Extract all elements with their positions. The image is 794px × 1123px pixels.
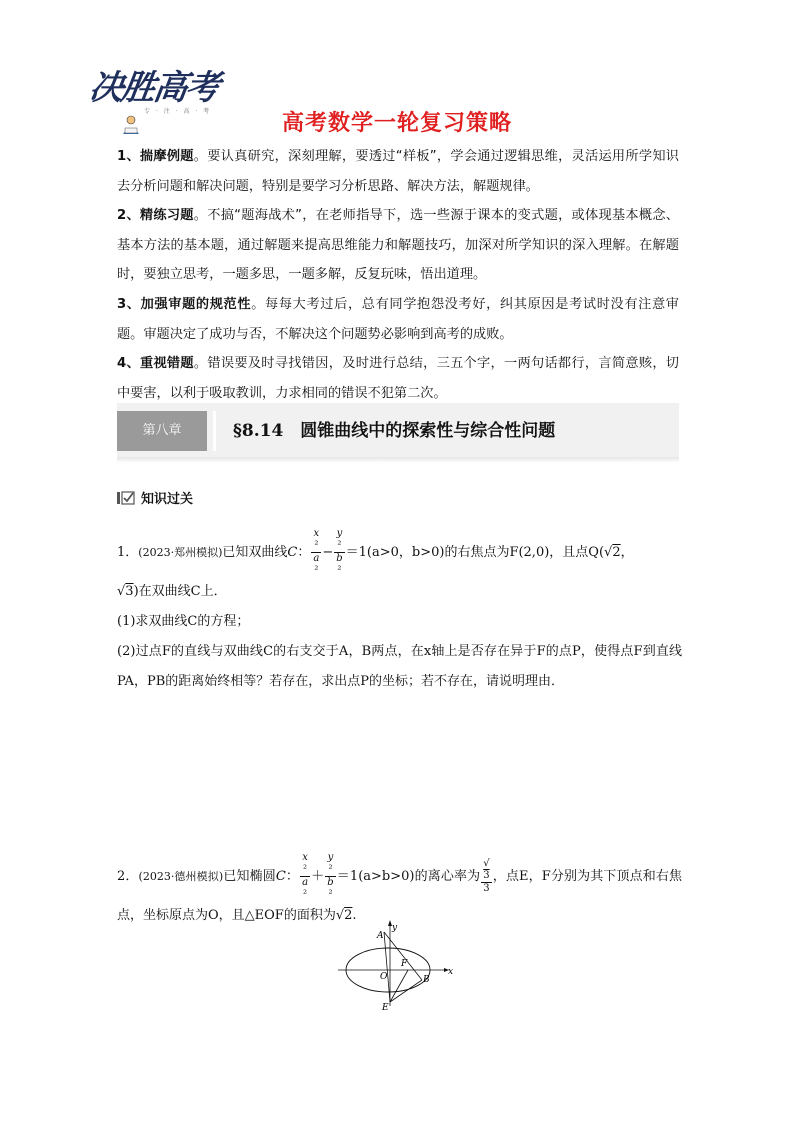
strategy-list (117, 142, 679, 408)
strategy-item: 3、加强审题的规范性。每每大考过后，总有同学抱怨没考好，纠其原因是考试时没有注意审题。审题决定了成功与否，不解决这个问题势必影响到高考的成败。 (117, 296, 679, 342)
label-f: F (401, 959, 408, 969)
line-eb (390, 980, 422, 1002)
chapter-title: §8.14 圆锥曲线中的探索性与综合性问题 (233, 421, 556, 441)
strategy-item: 4、重视错题。错误要及时寻找错因，及时进行总结，三五个字，一两句话都行，言简意赅，切中要害，以利于吸取教训，力求相同的错误不犯第二次。 (117, 356, 679, 401)
line-ef (390, 970, 408, 1002)
page-title: 高考数学一轮复习策略 (281, 111, 512, 136)
strategy-item: 2、精练习题。不搞“题海战术”，在老师指导下，选一些源于课本的变式题，或体现基本概念、基本方法的基本题，通过解题来提高思维能力和解题技巧，加深对所学知识的深入理解。在解题时，要独立思考，一题多思，一题多解，反复玩味，悟出道理。 (117, 208, 679, 283)
label-y: y (392, 923, 398, 933)
problem-1: 1．(2023·郑州模拟)已知双曲线C： x ² a ² − y ² b ² ＝1(a>0，b>0)的右焦点为F(2,0)，且点Q(√2， √3)在双曲线C上． (1)求双曲线C的方程； (2)过点F的直线与双曲线C的右支交于A，B两点，在x轴上是否存在异于F的点P，使得点F到直线PA，PB的距离始终相等？若存在，求出点P的坐标；若不存在，请说明理由． (117, 528, 682, 689)
logo-subtitle: 专 · 注 · 高 · 考 (144, 108, 212, 115)
chapter-tag: 第八章 (117, 411, 207, 451)
label-x: x (448, 967, 454, 977)
problem-2: 2．(2023·德州模拟)已知椭圆C： x ² a ² ＋ y ² b ² ＝1(a>b>0)的离心率为 √ 3 3 ，点E，F分别为其下顶点和右焦点，坐标原点为O，且△EOF的面积为√2. (117, 852, 682, 923)
checklist-icon (117, 491, 135, 505)
label-b: B (423, 975, 430, 985)
label-e: E (382, 1003, 389, 1010)
strategy-item: 1、揣摩例题。要认真研究，深刻理解，要透过“样板”，学会通过逻辑思维，灵活运用所学知识去分析问题和解决问题，特别是要学习分析思路、解决方法，解题规律。 (117, 149, 679, 194)
ellipse-diagram (334, 918, 464, 1010)
section-label: 知识过关 (141, 492, 194, 507)
section-heading (117, 488, 193, 507)
chapter-header (117, 403, 679, 457)
label-o: O (380, 972, 388, 982)
label-a: A (377, 931, 384, 941)
logo-text: 决胜高考 (86, 68, 221, 108)
